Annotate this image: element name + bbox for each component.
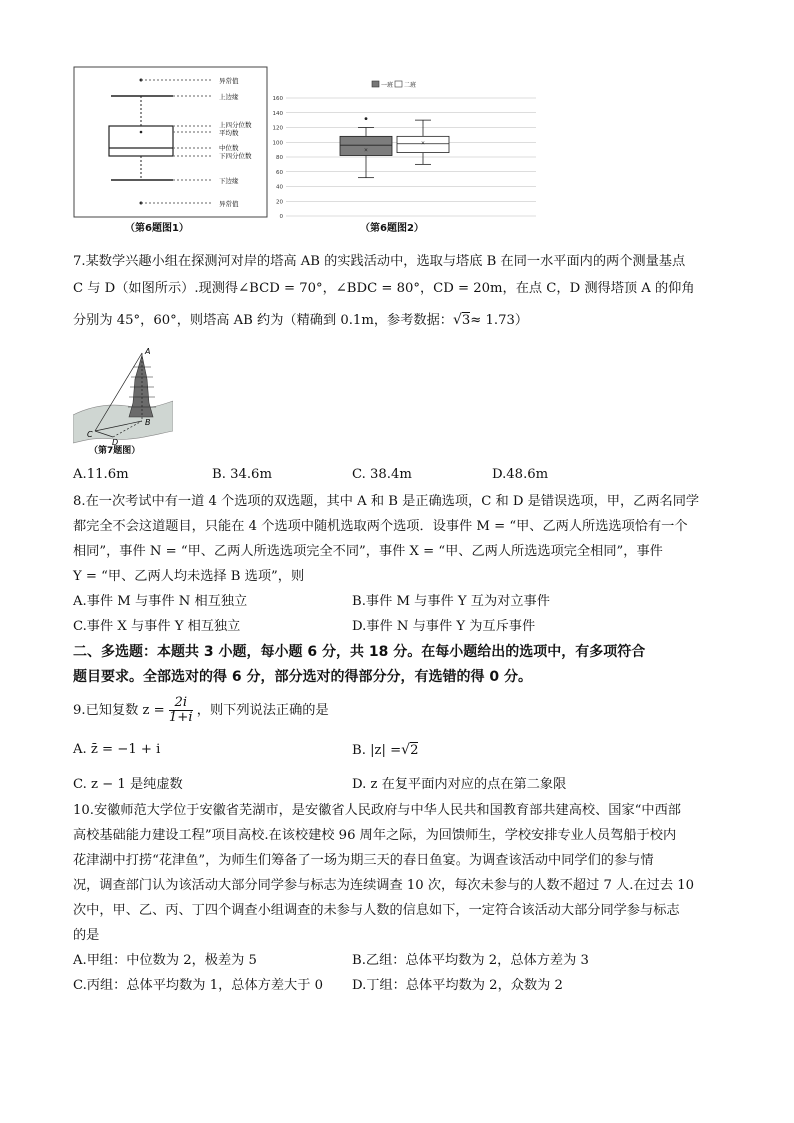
legend-class-1: 一班 bbox=[381, 82, 394, 89]
box-plot-schematic bbox=[73, 66, 268, 236]
mean-marker: × bbox=[420, 140, 426, 147]
figure-6-1 bbox=[73, 66, 268, 236]
q10-line-3: 花津湖中打捞“花津鱼”，为师生们筹备了一场为期三天的春日鱼宴。为调查该活动中同学们的参与情 bbox=[73, 853, 654, 868]
q7-option-b: B. 34.6m bbox=[212, 467, 272, 482]
y-tick-label: 140 bbox=[272, 110, 283, 117]
q10-option-d: D.丁组：总体平均数为 2，众数为 2 bbox=[352, 978, 563, 993]
section-2-heading-line-2: 题目要求。全部选对的得 6 分，部分选对的得部分分，有选错的得 0 分。 bbox=[73, 669, 532, 685]
y-tick-label: 60 bbox=[276, 169, 283, 176]
q7-option-d: D.48.6m bbox=[492, 467, 549, 482]
point-D: D bbox=[112, 438, 119, 445]
q8-line-2: 都完全不会这道题目，只能在 4 个选项中随机选取两个选项．设事件 M = “甲、乙两人所选选项恰有一个 bbox=[73, 519, 688, 534]
tower-diagram bbox=[73, 345, 173, 445]
q10-line-5: 次中，甲、乙、丙、丁四个调查小组调查的未参与人数的信息如下，一定符合该活动大部分同学参与标志 bbox=[73, 903, 680, 918]
figure-7-caption: （第7题图） bbox=[89, 446, 141, 456]
outlier-point bbox=[365, 117, 368, 120]
q9-stem bbox=[73, 694, 329, 728]
q10-option-b: B.乙组：总体平均数为 2，总体方差为 3 bbox=[352, 953, 589, 968]
y-tick-label: 160 bbox=[272, 96, 283, 102]
y-tick-label: 120 bbox=[272, 125, 283, 132]
q8-line-1: 8.在一次考试中有一道 4 个选项的双选题，其中 A 和 B 是正确选项，C 和 D 是错误选项，甲，乙两名同学 bbox=[73, 494, 700, 509]
q9-frac-num: 2i bbox=[169, 696, 193, 711]
point-B: B bbox=[145, 418, 151, 427]
q10-option-a: A.甲组：中位数为 2，极差为 5 bbox=[73, 953, 257, 968]
q9-stem-b: ，则下列说法正确的是 bbox=[196, 703, 329, 718]
figure-6-2 bbox=[268, 70, 540, 236]
label-upper-quartile: 上四分位数 bbox=[219, 121, 252, 129]
q7-option-a: A.11.6m bbox=[73, 467, 129, 482]
label-mean: 平均数 bbox=[219, 129, 239, 137]
y-tick-label: 20 bbox=[276, 199, 283, 206]
q9-fraction bbox=[169, 696, 193, 725]
figure-6-2-caption: （第6题图2） bbox=[360, 223, 424, 234]
q9-option-b-sqrt: 2 bbox=[410, 743, 419, 758]
q8-line-3: 相同”，事件 N = “甲、乙两人所选选项完全不同”，事件 X = “甲、乙两人所选选项完全相同”，事件 bbox=[73, 544, 663, 559]
q7-line-3-a: 分别为 45°，60°，则塔高 AB 约为（精确到 0.1m，参考数据： bbox=[73, 313, 453, 328]
q9-option-d: D. z 在复平面内对应的点在第二象限 bbox=[352, 777, 567, 792]
q9-stem-a: 9.已知复数 z = bbox=[73, 703, 165, 718]
q7-line-3-b: ≈ 1.73） bbox=[470, 313, 529, 328]
label-outlier-bottom: 异常值 bbox=[219, 200, 239, 208]
q8-option-d: D.事件 N 与事件 Y 为互斥事件 bbox=[352, 619, 536, 634]
q7-option-c: C. 38.4m bbox=[352, 467, 412, 482]
q8-line-4: Y = “甲、乙两人均未选择 B 选项”，则 bbox=[73, 569, 305, 584]
point-A: A bbox=[145, 347, 151, 356]
section-2-heading-line-1: 二、多选题：本题共 3 小题，每小题 6 分，共 18 分。在每小题给出的选项中，有多项符合 bbox=[73, 644, 646, 660]
label-lower-edge: 下边缘 bbox=[219, 177, 239, 185]
sqrt-symbol: √ bbox=[401, 742, 411, 758]
label-median: 中位数 bbox=[219, 144, 239, 152]
q7-sqrt-value: 3 bbox=[461, 313, 471, 328]
q8-option-b: B.事件 M 与事件 Y 互为对立事件 bbox=[352, 594, 550, 609]
label-lower-quartile: 下四分位数 bbox=[219, 152, 252, 160]
q8-option-c: C.事件 X 与事件 Y 相互独立 bbox=[73, 619, 241, 634]
figure-6-1-caption: （第6题图1） bbox=[125, 223, 189, 234]
point-C: C bbox=[87, 430, 93, 439]
q9-option-b-a: B. |z| = bbox=[352, 743, 402, 758]
mean-marker: × bbox=[363, 147, 369, 154]
q7-line-1: 7.某数学兴趣小组在探测河对岸的塔高 AB 的实践活动中，选取与塔底 B 在同一水平面内的两个测量基点 bbox=[73, 254, 686, 269]
q10-option-c: C.丙组：总体平均数为 1，总体方差大于 0 bbox=[73, 978, 323, 993]
q8-option-a: A.事件 M 与事件 N 相互独立 bbox=[73, 594, 248, 609]
legend-class-2: 二班 bbox=[404, 82, 417, 89]
q9-option-a: A. z̄ = −1 + i bbox=[73, 742, 161, 757]
q9-frac-den: 1+i bbox=[168, 710, 193, 725]
sqrt-symbol: √ bbox=[452, 312, 462, 328]
box-class-2 bbox=[397, 120, 449, 164]
figure-7 bbox=[73, 345, 173, 460]
q10-line-1: 10.安徽师范大学位于安徽省芜湖市，是安徽省人民政府与中华人民共和国教育部共建高校、国家“中西部 bbox=[73, 803, 681, 818]
q10-line-4: 况，调查部门认为该活动大部分同学参与标志为连续调查 10 次，每次未参与的人数不超过 7 人.在过去 10 bbox=[73, 878, 694, 893]
label-upper-edge: 上边缘 bbox=[219, 93, 239, 101]
q9-option-b bbox=[352, 741, 418, 760]
y-tick-label: 100 bbox=[272, 140, 283, 147]
label-outlier-top: 异常值 bbox=[219, 77, 239, 85]
box-plot-chart bbox=[268, 70, 540, 220]
y-tick-label: 80 bbox=[276, 155, 283, 161]
q10-line-6: 的是 bbox=[73, 928, 100, 943]
q10-line-2: 高校基础能力建设工程”项目高校.在该校建校 96 周年之际，为回馈师生，学校安排专业人员驾船于校内 bbox=[73, 828, 677, 843]
y-tick-label: 40 bbox=[276, 184, 283, 191]
q9-option-c: C. z − 1 是纯虚数 bbox=[73, 777, 183, 792]
box-class-1 bbox=[340, 117, 392, 177]
q7-line-2: C 与 D（如图所示）.现测得∠BCD = 70°，∠BDC = 80°，CD = 20m，在点 C，D 测得塔顶 A 的仰角 bbox=[73, 281, 695, 296]
y-tick-label: 0 bbox=[279, 214, 283, 220]
q7-line-3 bbox=[73, 311, 528, 330]
